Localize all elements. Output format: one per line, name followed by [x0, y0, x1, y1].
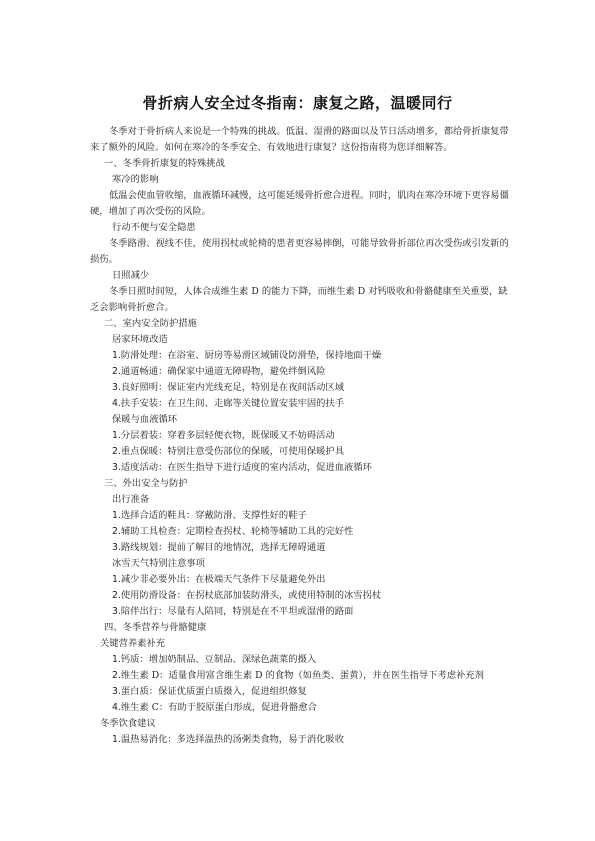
home-heading: 居家环境改造 [112, 334, 168, 345]
list-text: 分层着装：穿着多层轻便衣物，既保暖又不妨碍活动 [120, 430, 335, 441]
list-item [90, 604, 510, 620]
list-item [90, 348, 510, 364]
mobility-paragraph: 冬季路滑、视线不佳，使用拐杖或轮椅的患者更容易摔倒，可能导致骨折部位再次受伤或引发新的损伤。 [90, 238, 509, 265]
list-text: 使用防滑设备：在拐杖底部加装防滑头，或使用特制的冰雪拐杖 [120, 590, 382, 601]
mobility-heading: 行动不便与安全隐患 [112, 222, 196, 233]
list-item [90, 428, 510, 444]
list-item [90, 508, 510, 524]
section-1-heading: 一、冬季骨折康复的特殊挑战 [104, 158, 225, 169]
list-item [90, 700, 510, 716]
list-text: 通道畅通：确保家中通道无障碍物，避免绊倒风险 [120, 366, 326, 377]
list-text: 良好照明：保证室内光线充足，特别是在夜间活动区域 [120, 382, 345, 393]
list-number: 2. [112, 526, 121, 537]
list-item [90, 364, 510, 380]
list-item [90, 460, 510, 476]
intro-paragraph: 冬季对于骨折病人来说是一个特殊的挑战。低温、湿滑的路面以及节日活动增多，都给骨折康复带来了额外的风险。如何在寒冷的冬季安全、有效地进行康复？这份指南将为您详细解答。 [90, 126, 509, 153]
warm-heading: 保暖与血液循环 [112, 414, 178, 425]
list-item [90, 684, 510, 700]
list-number: 4. [112, 398, 121, 409]
list-item [90, 652, 510, 668]
sun-heading: 日照减少 [112, 270, 150, 281]
list-text: 维生素 C：有助于胶原蛋白形成，促进骨骼愈合 [120, 702, 317, 713]
list-text: 陪伴出行：尽量有人陪同，特别是在不平坦或湿滑的路面 [120, 606, 354, 617]
list-item [90, 444, 510, 460]
nutrients-heading: 关键营养素补充 [100, 638, 166, 649]
list-number: 3. [112, 382, 121, 393]
cold-heading: 寒冷的影响 [112, 174, 159, 185]
list-number: 4. [112, 702, 121, 713]
list-text: 防滑处理：在浴室、厨房等易滑区域铺设防滑垫，保持地面干燥 [120, 350, 382, 361]
list-number: 3. [112, 606, 121, 617]
list-number: 3. [112, 462, 121, 473]
list-text: 适度活动：在医生指导下进行适度的室内活动，促进血液循环 [120, 462, 372, 473]
list-number: 2. [112, 670, 121, 681]
list-item [90, 524, 510, 540]
list-number: 2. [112, 590, 121, 601]
list-number: 1. [112, 350, 121, 361]
list-item [90, 396, 510, 412]
list-item [90, 732, 510, 748]
list-number: 2. [112, 446, 121, 457]
list-text: 辅助工具检查：定期检查拐杖、轮椅等辅助工具的完好性 [120, 526, 354, 537]
document-body [90, 124, 510, 748]
list-text: 选择合适的鞋具：穿戴防滑、支撑性好的鞋子 [120, 510, 307, 521]
list-number: 1. [112, 574, 121, 585]
list-number: 1. [112, 510, 121, 521]
list-text: 重点保暖：特别注意受伤部位的保暖，可使用保暖护具 [120, 446, 345, 457]
list-item [90, 572, 510, 588]
section-4-heading: 四、冬季营养与骨骼健康 [104, 622, 207, 633]
list-number: 1. [112, 430, 121, 441]
cold-paragraph: 低温会使血管收缩，血液循环减慢，这可能延缓骨折愈合进程。同时，肌肉在寒冷环境下更容易僵硬，增加了再次受伤的风险。 [90, 190, 509, 217]
snow-heading: 冰雪天气特别注意事项 [112, 558, 205, 569]
diet-heading: 冬季饮食建议 [100, 718, 156, 729]
list-text: 钙质：增加奶制品、豆制品、深绿色蔬菜的摄入 [120, 654, 317, 665]
list-item [90, 668, 510, 684]
list-text: 减少非必要外出：在极端天气条件下尽量避免外出 [120, 574, 326, 585]
list-item [90, 540, 510, 556]
list-number: 3. [112, 542, 121, 553]
list-text: 扶手安装：在卫生间、走廊等关键位置安装牢固的扶手 [120, 398, 345, 409]
list-number: 3. [112, 686, 121, 697]
list-text: 路线规划：提前了解目的地情况，选择无障碍通道 [120, 542, 326, 553]
list-text: 温热易消化：多选择温热的汤粥类食物，易于消化吸收 [120, 734, 345, 745]
list-item [90, 588, 510, 604]
list-number: 1. [112, 654, 121, 665]
section-3-heading: 三、外出安全与防护 [104, 478, 188, 489]
list-number: 1. [112, 734, 121, 745]
list-text: 蛋白质：保证优质蛋白质摄入，促进组织修复 [120, 686, 307, 697]
list-text: 维生素 D：适量食用富含维生素 D 的食物（如鱼类、蛋黄），并在医生指导下考虑补充剂 [120, 670, 484, 681]
sun-paragraph: 冬季日照时间短，人体合成维生素 D 的能力下降，而维生素 D 对钙吸收和骨骼健康至关重要，缺乏会影响骨折愈合。 [90, 286, 508, 313]
document-title: 骨折病人安全过冬指南：康复之路，温暖同行 [142, 94, 453, 112]
list-number: 2. [112, 366, 121, 377]
prep-heading: 出行准备 [112, 494, 150, 505]
section-2-heading: 二、室内安全防护措施 [104, 318, 197, 329]
list-item [90, 380, 510, 396]
